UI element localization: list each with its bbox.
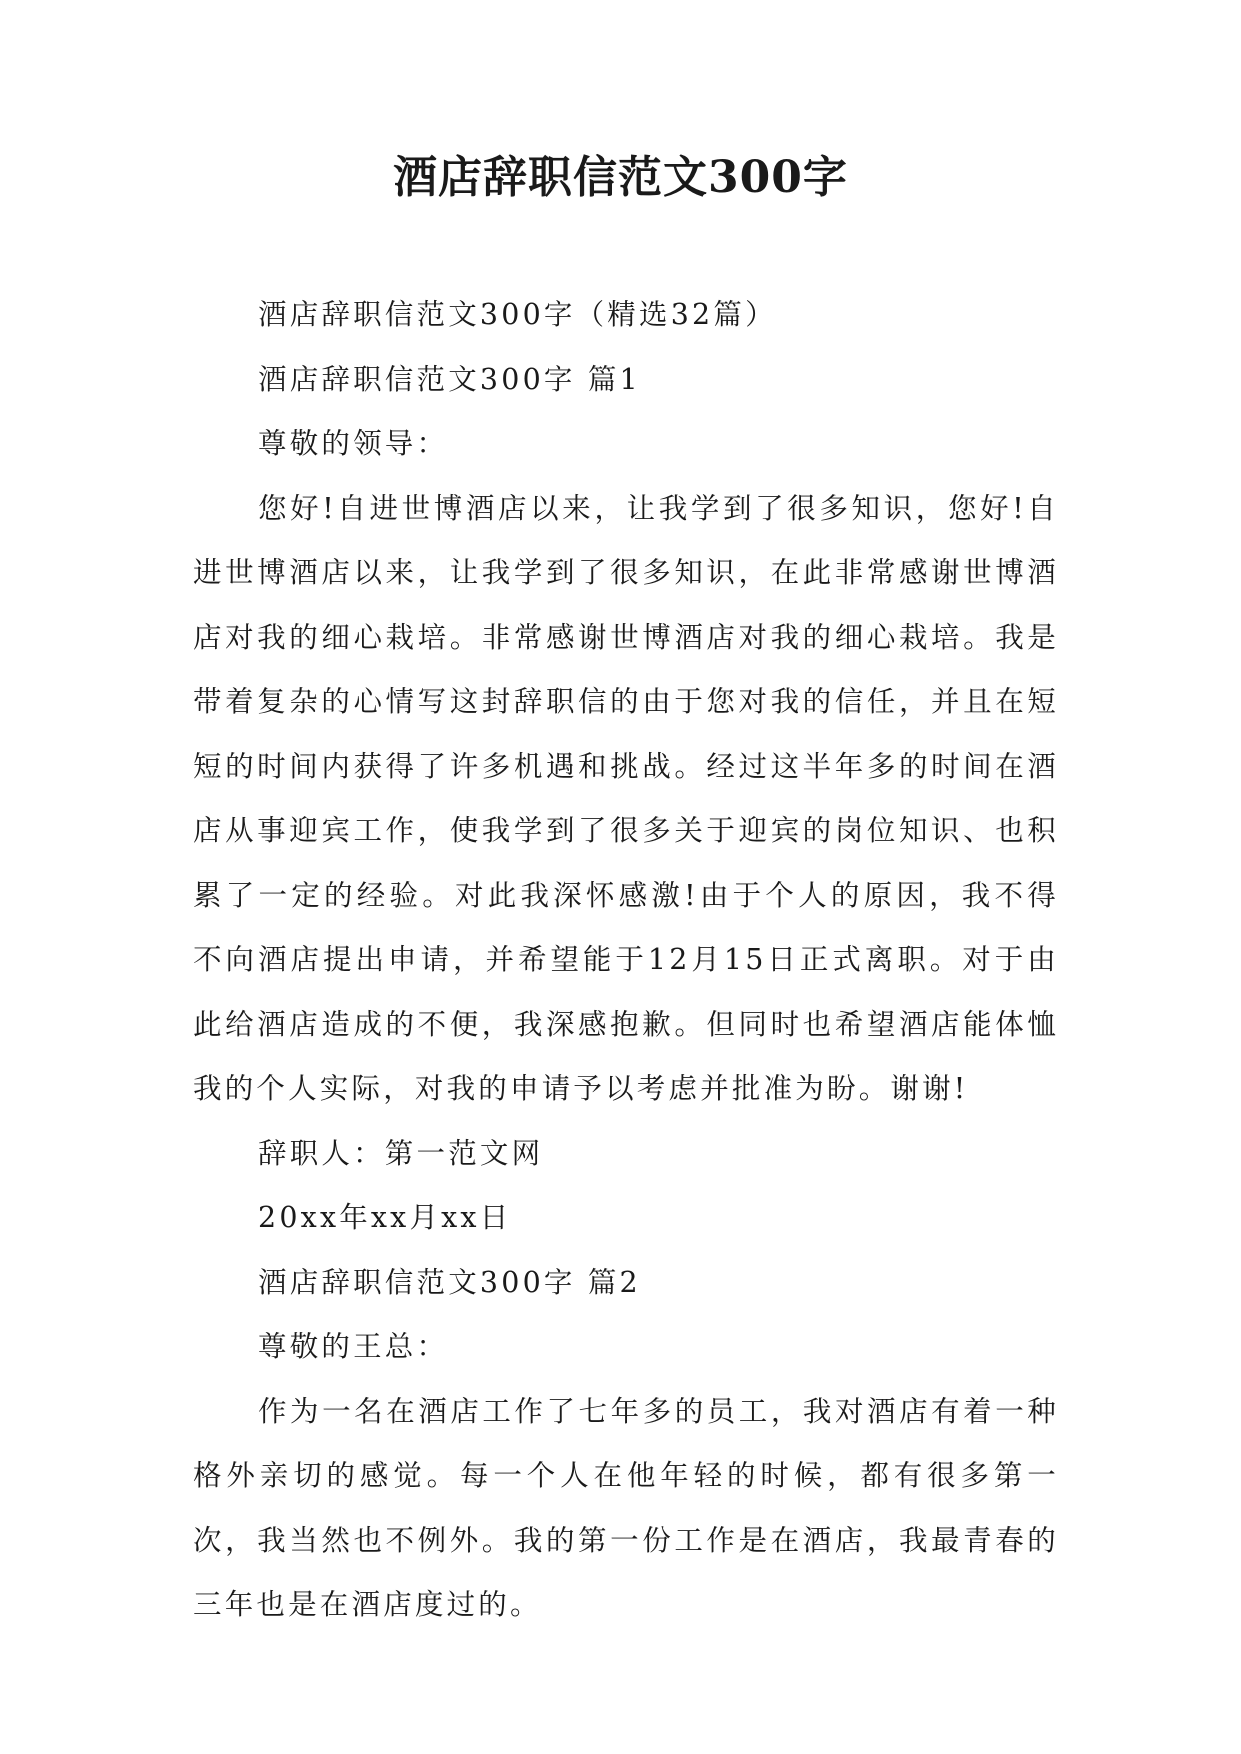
letter-2-body: 作为一名在酒店工作了七年多的员工，我对酒店有着一种格外亲切的感觉。每一个人在他年轻的时候，都有很多第一次，我当然也不例外。我的第一份工作是在酒店，我最青春的三年也是在酒店度过的。	[193, 1394, 1059, 1621]
letter-2-heading: 酒店辞职信范文300字 篇2	[258, 1265, 641, 1299]
document-body	[193, 283, 1059, 1638]
letter-1-body: 您好!自进世博酒店以来，让我学到了很多知识，您好!自进世博酒店以来，让我学到了很多知识，在此非常感谢世博酒店对我的细心栽培。非常感谢世博酒店对我的细心栽培。我是带着复杂的心情写这封辞职信的由于您对我的信任，并且在短短的时间内获得了许多机遇和挑战。经过这半年多的时间在酒店从事迎宾工作，使我学到了很多关于迎宾的岗位知识、也积累了一定的经验。对此我深怀感激!由于个人的原因，我不得不向酒店提出申请，并希望能于12月15日正式离职。对于由此给酒店造成的不便，我深感抱歉。但同时也希望酒店能体恤我的个人实际，对我的申请予以考虑并批准为盼。谢谢!	[193, 491, 1059, 1105]
document-title: 酒店辞职信范文300字	[393, 152, 848, 203]
letter-1-signature: 辞职人：第一范文网	[258, 1136, 544, 1170]
letter-2-salutation: 尊敬的王总：	[258, 1330, 449, 1363]
letter-1-heading: 酒店辞职信范文300字 篇1	[258, 362, 641, 396]
letter-1-salutation: 尊敬的领导：	[258, 427, 449, 460]
letter-1-date: 20xx年xx月xx日	[258, 1201, 512, 1234]
collection-heading: 酒店辞职信范文300字（精选32篇）	[258, 298, 777, 331]
